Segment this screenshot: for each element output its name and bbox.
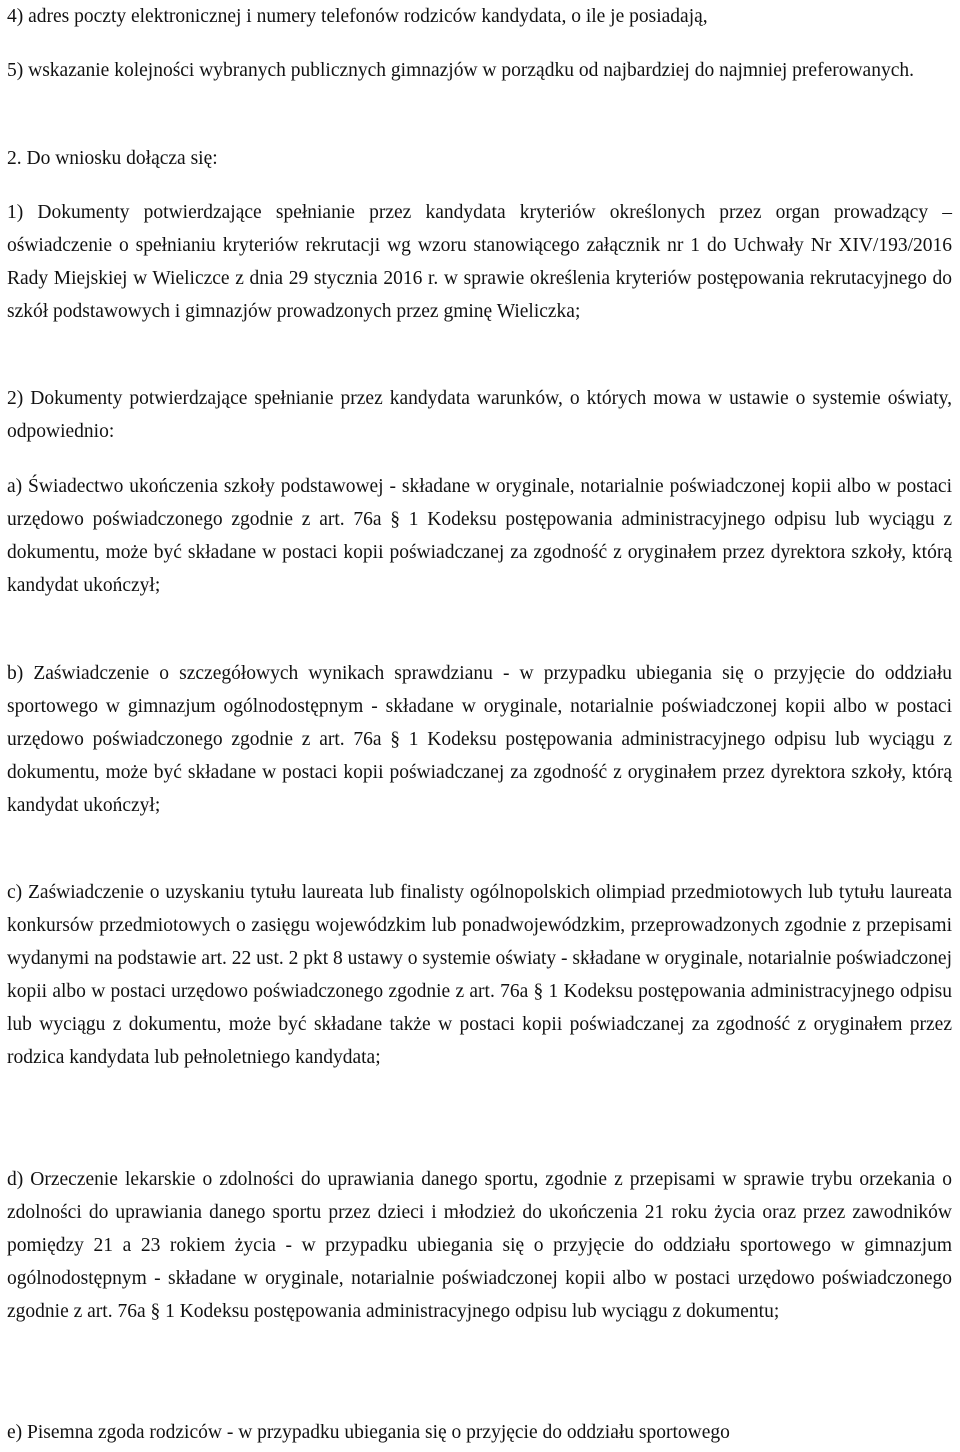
section-heading-attachments: 2. Do wniosku dołącza się:	[7, 148, 218, 169]
list-item-school-preference: 5) wskazanie kolejności wybranych publicznych gimnazjów w porządku od najbardziej do najmniej preferowanych.	[7, 60, 914, 81]
list-item-e-parental-consent: e) Pisemna zgoda rodziców - w przypadku ubiegania się o przyjęcie do oddziału sportowego	[7, 1422, 730, 1443]
list-item-b-test-results: b) Zaświadczenie o szczegółowych wynikach sprawdzianu - w przypadku ubiegania się o przyjęcie do oddziału sportowego w gimnazjum ogólnodostępnym - składane w oryginale, notarialnie poświadczonej kopii albo w postaci urzędowo poświadczonego zgodnie z art. 76a § 1 Kodeksu postępowania administracyjnego odpisu lub wyciągu z dokumentu, może być składane w postaci kopii poświadczanej za zgodność z oryginałem przez dyrektora szkoły, którą kandydat ukończył;	[7, 663, 952, 816]
list-item-d-medical: d) Orzeczenie lekarskie o zdolności do uprawiania danego sportu, zgodnie z przepisami w sprawie trybu orzekania o zdolności do uprawiania danego sportu przez dzieci i młodzież do ukończenia 21 roku życia oraz przez zawodników pomiędzy 21 a 23 rokiem życia - w przypadku ubiegania się o przyjęcie do oddziału sportowego w gimnazjum ogólnodostępnym - składane w oryginale, notarialnie poświadczonej kopii albo w postaci urzędowo poświadczonego zgodnie z art. 76a § 1 Kodeksu postępowania administracyjnego odpisu lub wyciągu z dokumentu;	[7, 1169, 952, 1322]
list-item-email-phone: 4) adres poczty elektronicznej i numery telefonów rodziców kandydata, o ile je posiadają,	[7, 6, 708, 27]
list-item-conditions-documents: 2) Dokumenty potwierdzające spełnianie przez kandydata warunków, o których mowa w ustawie o systemie oświaty, odpowiednio:	[7, 388, 952, 442]
list-item-c-olympiad: c) Zaświadczenie o uzyskaniu tytułu laureata lub finalisty ogólnopolskich olimpiad przedmiotowych lub tytułu laureata konkursów przedmiotowych o zasięgu wojewódzkim lub ponadwojewódzkim, przeprowadzonych zgodnie z przepisami wydanymi na podstawie art. 22 ust. 2 pkt 8 ustawy o systemie oświaty - składane w oryginale, notarialnie poświadczonej kopii albo w postaci urzędowo poświadczonego zgodnie z art. 76a § 1 Kodeksu postępowania administracyjnego odpisu lub wyciągu z dokumentu, może być składane także w postaci kopii poświadczanej za zgodność z oryginałem przez rodzica kandydata lub pełnoletniego kandydata;	[7, 882, 952, 1068]
list-item-criteria-documents: 1) Dokumenty potwierdzające spełnianie przez kandydata kryteriów określonych przez organ prowadzący – oświadczenie o spełnianiu kryteriów rekrutacji wg wzoru stanowiącego załącznik nr 1 do Uchwały Nr XIV/193/2016 Rady Miejskiej w Wieliczce z dnia 29 stycznia 2016 r. w sprawie określenia kryteriów postępowania rekrutacyjnego do szkół podstawowych i gimnazjów prowadzonych przez gminę Wieliczka;	[7, 202, 952, 322]
list-item-a-certificate: a) Świadectwo ukończenia szkoły podstawowej - składane w oryginale, notarialnie poświadczonej kopii albo w postaci urzędowo poświadczonego zgodnie z art. 76a § 1 Kodeksu postępowania administracyjnego odpisu lub wyciągu z dokumentu, może być składane w postaci kopii poświadczanej za zgodność z oryginałem przez dyrektora szkoły, którą kandydat ukończył;	[7, 476, 952, 596]
